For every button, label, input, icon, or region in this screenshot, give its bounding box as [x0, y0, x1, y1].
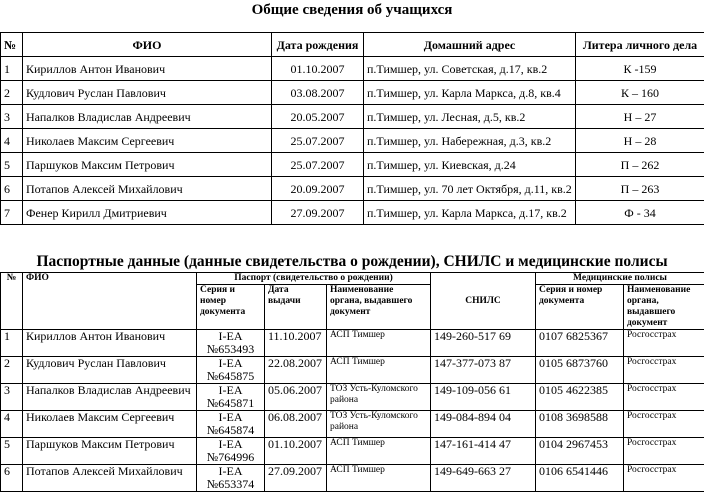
- table-body: [1, 57, 704, 225]
- col-header-snils: СНИЛС: [431, 273, 536, 330]
- table-body: [1, 330, 704, 492]
- documents-table: [0, 272, 704, 492]
- document-series: I-ЕА: [200, 438, 261, 451]
- table-row: [1, 177, 704, 201]
- row-num: 3: [1, 105, 23, 129]
- file-letter: Н – 27: [576, 105, 704, 129]
- snils-number: 149-260-517 69: [431, 330, 536, 357]
- issue-date: 27.09.2007: [265, 465, 327, 492]
- medical-policy-number: 0108 3698588: [536, 411, 624, 438]
- student-name: Потапов Алексей Михайлович: [23, 465, 197, 492]
- document-series: I-ЕА: [200, 465, 261, 478]
- row-num: 6: [1, 177, 23, 201]
- medical-policy-number: 0106 6541446: [536, 465, 624, 492]
- col-header-med-org: Наименование органа, выдавшего документ: [624, 285, 704, 330]
- document-series-number: [197, 384, 265, 411]
- row-num: 6: [1, 465, 23, 492]
- row-num: 3: [1, 384, 23, 411]
- home-address: п.Тимшер, ул. Набережная, д.3, кв.2: [364, 129, 576, 153]
- document-number: №653493: [200, 343, 261, 356]
- table-row: [1, 129, 704, 153]
- table-row: [1, 153, 704, 177]
- student-name: Паршуков Максим Петрович: [23, 438, 197, 465]
- row-num: 2: [1, 357, 23, 384]
- file-letter: К -159: [576, 57, 704, 81]
- students-general-table: [0, 32, 704, 225]
- issuing-organization: ТОЗ Усть-Куломского района: [327, 384, 431, 411]
- table-row: [1, 81, 704, 105]
- student-name: Кириллов Антон Иванович: [23, 330, 197, 357]
- table-row: [1, 411, 704, 438]
- table-row: [1, 201, 704, 225]
- col-header-fio: ФИО: [23, 273, 197, 330]
- document-number: №764996: [200, 451, 261, 464]
- issue-date: 01.10.2007: [265, 438, 327, 465]
- document-series-number: [197, 330, 265, 357]
- table-row: [1, 384, 704, 411]
- table-row: [1, 357, 704, 384]
- table-row: [1, 57, 704, 81]
- row-num: 1: [1, 57, 23, 81]
- home-address: п.Тимшер, ул. Киевская, д.24: [364, 153, 576, 177]
- medical-policy-number: 0105 4622385: [536, 384, 624, 411]
- home-address: п.Тимшер, ул. Карла Маркса, д.17, кв.2: [364, 201, 576, 225]
- student-name: Напалков Владислав Андреевич: [23, 384, 197, 411]
- row-num: 4: [1, 411, 23, 438]
- page-title: Общие сведения об учащихся: [0, 0, 704, 20]
- student-name: Напалков Владислав Андреевич: [23, 105, 272, 129]
- row-num: 5: [1, 153, 23, 177]
- snils-number: 149-109-056 61: [431, 384, 536, 411]
- document-series-number: [197, 357, 265, 384]
- home-address: п.Тимшер, ул. Советская, д.17, кв.2: [364, 57, 576, 81]
- document-number: №653374: [200, 478, 261, 491]
- file-letter: П – 263: [576, 177, 704, 201]
- snils-number: 147-161-414 47: [431, 438, 536, 465]
- insurer-name: Росгосстрах: [624, 330, 704, 357]
- file-letter: К – 160: [576, 81, 704, 105]
- col-header-fio: ФИО: [23, 33, 272, 57]
- issuing-organization: ТОЗ Усть-Куломского района: [327, 411, 431, 438]
- col-header-address: Домашний адрес: [364, 33, 576, 57]
- birth-date: 03.08.2007: [272, 81, 364, 105]
- col-header-series: Серия и номер документа: [197, 285, 265, 330]
- document-series: I-ЕА: [200, 357, 261, 370]
- issuing-organization: АСП Тимшер: [327, 465, 431, 492]
- student-name: Николаев Максим Сергеевич: [23, 129, 272, 153]
- insurer-name: Росгосстрах: [624, 357, 704, 384]
- home-address: п.Тимшер, ул. Лесная, д.5, кв.2: [364, 105, 576, 129]
- snils-number: 147-377-073 87: [431, 357, 536, 384]
- table-row: [1, 465, 704, 492]
- row-num: 1: [1, 330, 23, 357]
- file-letter: Н – 28: [576, 129, 704, 153]
- table-header-row: [1, 33, 704, 57]
- issue-date: 06.08.2007: [265, 411, 327, 438]
- medical-policy-number: 0107 6825367: [536, 330, 624, 357]
- section-title: Паспортные данные (данные свидетельства о рождении), СНИЛС и медицинские полисы: [0, 252, 704, 272]
- home-address: п.Тимшер, ул. Карла Маркса, д.8, кв.4: [364, 81, 576, 105]
- col-header-num: №: [1, 273, 23, 330]
- row-num: 4: [1, 129, 23, 153]
- table-row: [1, 105, 704, 129]
- student-name: Кудлович Руслан Павлович: [23, 357, 197, 384]
- issue-date: 05.06.2007: [265, 384, 327, 411]
- file-letter: Ф - 34: [576, 201, 704, 225]
- col-header-medical: Медицинские полисы: [536, 273, 704, 285]
- home-address: п.Тимшер, ул. 70 лет Октября, д.11, кв.2: [364, 177, 576, 201]
- birth-date: 20.09.2007: [272, 177, 364, 201]
- col-header-med-series: Серия и номер документа: [536, 285, 624, 330]
- col-header-passport: Паспорт (свидетельство о рождении): [197, 273, 431, 285]
- document-series: I-ЕА: [200, 330, 261, 343]
- birth-date: 01.10.2007: [272, 57, 364, 81]
- issuing-organization: АСП Тимшер: [327, 330, 431, 357]
- birth-date: 25.07.2007: [272, 129, 364, 153]
- birth-date: 25.07.2007: [272, 153, 364, 177]
- col-header-org: Наименование органа, выдавшего документ: [327, 285, 431, 330]
- file-letter: П – 262: [576, 153, 704, 177]
- birth-date: 20.05.2007: [272, 105, 364, 129]
- row-num: 5: [1, 438, 23, 465]
- col-header-file-letter: Литера личного дела: [576, 33, 704, 57]
- issue-date: 11.10.2007: [265, 330, 327, 357]
- issuing-organization: АСП Тимшер: [327, 357, 431, 384]
- student-name: Кудлович Руслан Павлович: [23, 81, 272, 105]
- col-header-birthdate: Дата рождения: [272, 33, 364, 57]
- student-name: Паршуков Максим Петрович: [23, 153, 272, 177]
- snils-number: 149-649-663 27: [431, 465, 536, 492]
- row-num: 7: [1, 201, 23, 225]
- insurer-name: Росгосстрах: [624, 384, 704, 411]
- table-row: [1, 438, 704, 465]
- snils-number: 149-084-894 04: [431, 411, 536, 438]
- insurer-name: Росгосстрах: [624, 438, 704, 465]
- col-header-date: Дата выдачи: [265, 285, 327, 330]
- student-name: Фенер Кирилл Дмитриевич: [23, 201, 272, 225]
- document-series: I-ЕА: [200, 384, 261, 397]
- student-name: Кириллов Антон Иванович: [23, 57, 272, 81]
- student-name: Николаев Максим Сергеевич: [23, 411, 197, 438]
- insurer-name: Росгосстрах: [624, 465, 704, 492]
- document-series-number: [197, 438, 265, 465]
- medical-policy-number: 0104 2967453: [536, 438, 624, 465]
- student-name: Потапов Алексей Михайлович: [23, 177, 272, 201]
- medical-policy-number: 0105 6873760: [536, 357, 624, 384]
- issue-date: 22.08.2007: [265, 357, 327, 384]
- issuing-organization: АСП Тимшер: [327, 438, 431, 465]
- insurer-name: Росгосстрах: [624, 411, 704, 438]
- document-number: №645871: [200, 397, 261, 410]
- col-header-num: №: [1, 33, 23, 57]
- document-number: №645875: [200, 370, 261, 383]
- document-number: №645874: [200, 424, 261, 437]
- document-series-number: [197, 465, 265, 492]
- birth-date: 27.09.2007: [272, 201, 364, 225]
- document-series-number: [197, 411, 265, 438]
- document-series: I-ЕА: [200, 411, 261, 424]
- table-row: [1, 330, 704, 357]
- row-num: 2: [1, 81, 23, 105]
